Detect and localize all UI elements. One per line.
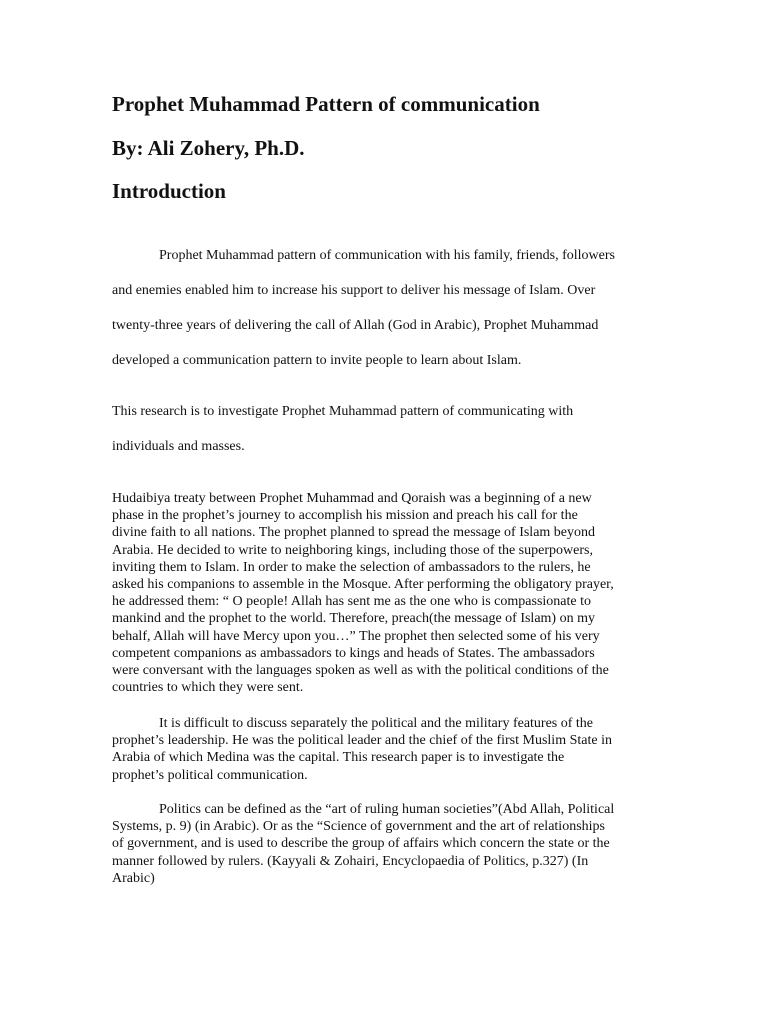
paragraph-hudaibiya-treaty bbox=[112, 490, 660, 696]
text-line: phase in the prophet’s journey to accomplish his mission and preach his call for the bbox=[112, 508, 578, 524]
text-line: mankind and the prophet to the world. Therefore, preach(the message of Islam) on my bbox=[112, 611, 595, 627]
text-line: asked his companions to assemble in the Mosque. After performing the obligatory prayer, bbox=[112, 577, 614, 593]
text-line: Prophet Muhammad pattern of communication with his family, friends, followers bbox=[159, 248, 615, 263]
author-byline: By: Ali Zohery, Ph.D. bbox=[112, 136, 305, 160]
text-line: individuals and masses. bbox=[112, 439, 245, 454]
paragraph-intro bbox=[112, 238, 672, 378]
text-line: behalf, Allah will have Mercy upon you…” The prophet then selected some of his very bbox=[112, 628, 600, 644]
text-line: he addressed them: “ O people! Allah has sent me as the one who is compassionate to bbox=[112, 594, 591, 610]
text-line: Systems, p. 9) (in Arabic). Or as the “Science of government and the art of relationships bbox=[112, 819, 605, 835]
text-line: and enemies enabled him to increase his support to deliver his message of Islam. Over bbox=[112, 283, 596, 298]
text-line: Arabia. He decided to write to neighboring kings, including those of the superpowers, bbox=[112, 542, 593, 558]
text-line: developed a communication pattern to invite people to learn about Islam. bbox=[112, 353, 522, 368]
text-line: inviting them to Islam. In order to make the selection of ambassadors to the rulers, he bbox=[112, 559, 591, 575]
text-line: of government, and is used to describe the group of affairs which concern the state or the bbox=[112, 836, 610, 852]
text-line: Arabic) bbox=[112, 870, 155, 886]
paragraph-politics-definition bbox=[112, 801, 660, 887]
text-line: It is difficult to discuss separately the political and the military features of the bbox=[159, 716, 594, 731]
text-line: were conversant with the languages spoken as well as with the political conditions of the bbox=[112, 663, 609, 679]
text-line: prophet’s leadership. He was the political leader and the chief of the first Muslim State in bbox=[112, 733, 612, 749]
section-heading-introduction: Introduction bbox=[112, 179, 226, 203]
text-line: Hudaibiya treaty between Prophet Muhammad and Qoraish was a beginning of a new bbox=[112, 491, 592, 506]
text-line: twenty-three years of delivering the call of Allah (God in Arabic), Prophet Muhammad bbox=[112, 318, 599, 333]
document-title: Prophet Muhammad Pattern of communication bbox=[112, 92, 540, 116]
text-line: countries to which they were sent. bbox=[112, 680, 304, 696]
text-line: This research is to investigate Prophet Muhammad pattern of communicating with bbox=[112, 404, 574, 419]
text-line: divine faith to all nations. The prophet planned to spread the message of Islam beyond bbox=[112, 525, 596, 541]
text-line: manner followed by rulers. (Kayyali & Zohairi, Encyclopaedia of Politics, p.327) (In bbox=[112, 853, 589, 869]
text-line: Politics can be defined as the “art of ruling human societies”(Abd Allah, Political bbox=[159, 802, 615, 817]
text-line: competent companions as ambassadors to kings and heads of States. The ambassadors bbox=[112, 645, 595, 661]
paragraph-research-aim bbox=[112, 394, 672, 464]
text-line: Arabia of which Medina was the capital. This research paper is to investigate the bbox=[112, 750, 565, 766]
paragraph-political-leadership bbox=[112, 715, 660, 784]
text-line: prophet’s political communication. bbox=[112, 767, 308, 783]
